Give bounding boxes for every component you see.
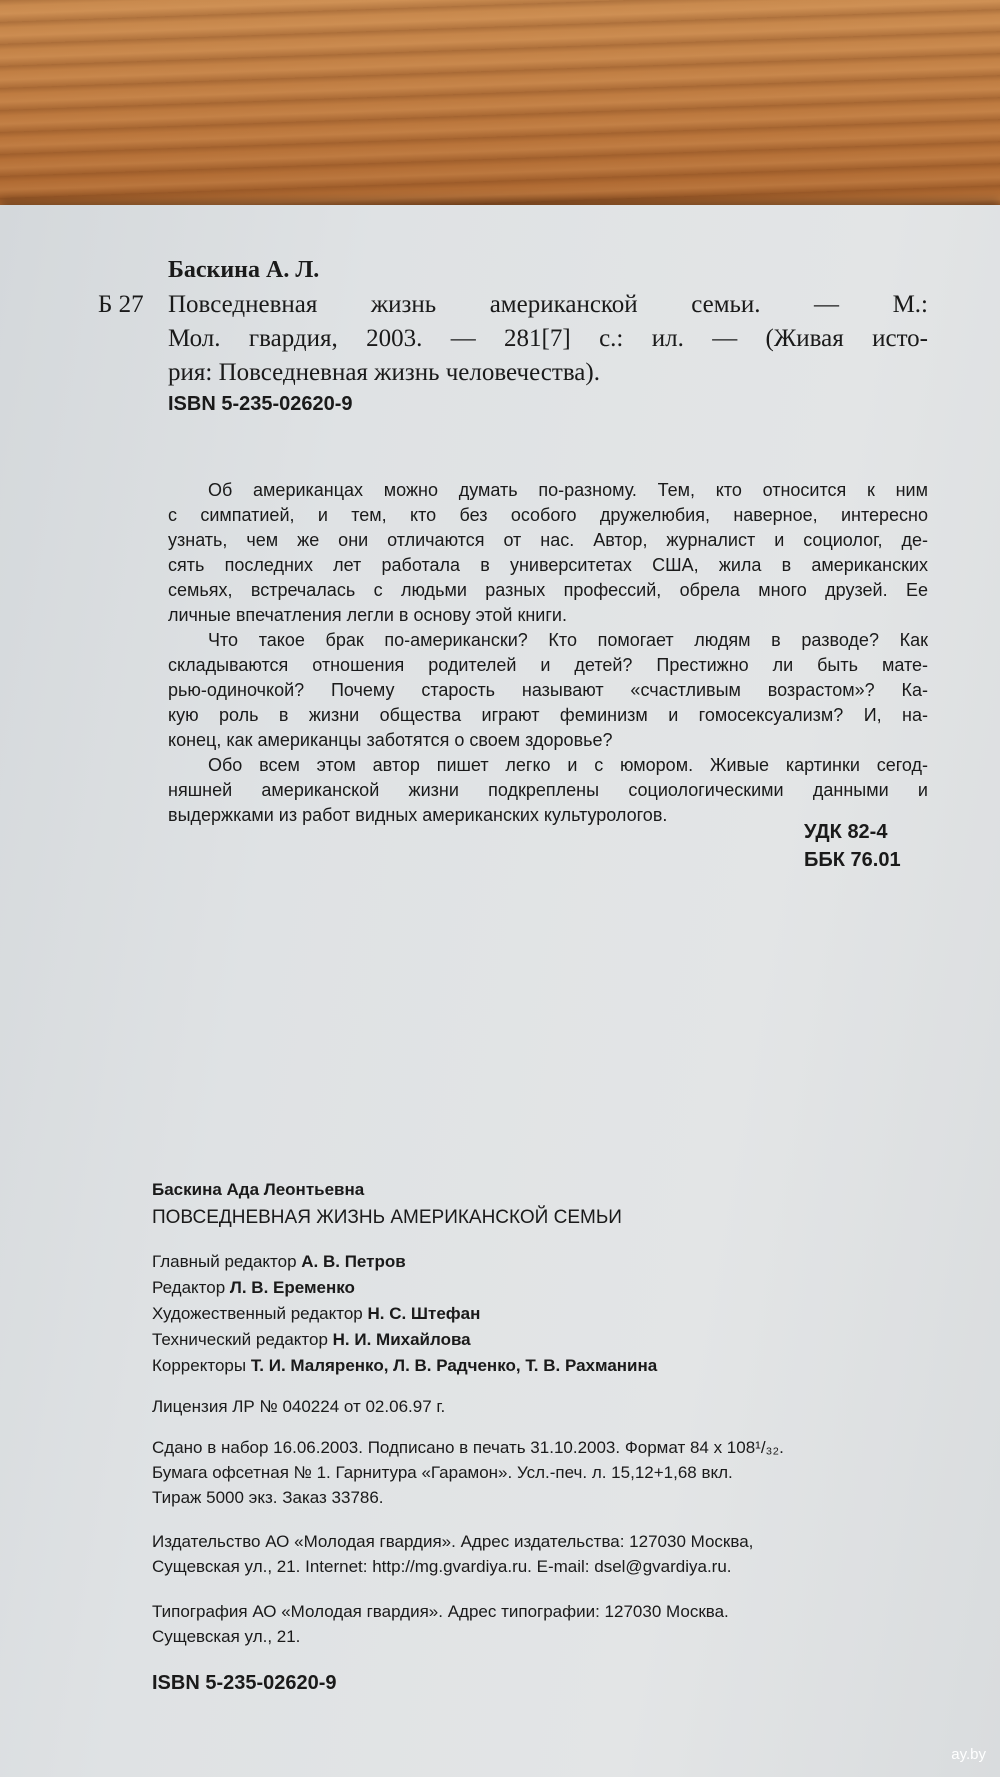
wooden-table-background <box>0 0 1000 230</box>
staff-line <box>152 1304 480 1324</box>
staff-name: Н. С. Штефан <box>367 1304 481 1323</box>
annotation-line: Об американцах можно думать по-разному. Тем, кто относится к ним <box>208 480 928 500</box>
staff-line <box>152 1356 657 1376</box>
print-info-line: Бумага офсетная № 1. Гарнитура «Гарамон». Усл.-печ. л. 15,12+1,68 вкл. <box>152 1463 733 1482</box>
annotation-line: с симпатией, и тем, кто без особого дружелюбия, наверное, интересно <box>168 505 928 525</box>
isbn-bottom: ISBN 5-235-02620-9 <box>152 1672 337 1694</box>
site-watermark: ay.by <box>951 1746 986 1763</box>
annotation-line: складываются отношения родителей и детей? Престижно ли быть мате- <box>168 655 928 675</box>
staff-line <box>152 1278 355 1298</box>
annotation-line: кую роль в жизни общества играют феминизм и гомосексуализм? И, на- <box>168 705 928 725</box>
title-line-2: Мол. гвардия, 2003. — 281[7] с.: ил. — (Живая исто- <box>168 325 928 352</box>
isbn-top: ISBN 5-235-02620-9 <box>168 393 353 415</box>
staff-line <box>152 1330 471 1350</box>
license-line: Лицензия ЛР № 040224 от 02.06.97 г. <box>152 1397 446 1416</box>
annotation-line: семьях, встречалась с людьми разных профессий, обрела много друзей. Ее <box>168 580 928 600</box>
bbk-code: ББК 76.01 <box>804 849 901 871</box>
annotation-line: конец, как американцы заботятся о своем здоровье? <box>168 730 613 750</box>
udk-code: УДК 82-4 <box>804 821 888 843</box>
annotation-line: няшней американской жизни подкреплены социологическими данными и <box>168 780 928 800</box>
staff-role: Редактор <box>152 1278 226 1297</box>
staff-role: Корректоры <box>152 1356 247 1375</box>
printer-line: Типография АО «Молодая гвардия». Адрес типографии: 127030 Москва. <box>152 1602 729 1621</box>
book-page <box>0 205 1000 1777</box>
shelf-code: Б 27 <box>98 291 144 318</box>
annotation-line: рью-одиночкой? Почему старость называют «счастливым возрастом»? Ка- <box>168 680 928 700</box>
author-full-name: Баскина Ада Леонтьевна <box>152 1180 365 1199</box>
title-line-1: Повседневная жизнь американской семьи. — М.: <box>168 291 928 318</box>
book-title-caps: ПОВСЕДНЕВНАЯ ЖИЗНЬ АМЕРИКАНСКОЙ СЕМЬИ <box>152 1207 622 1228</box>
publisher-line: Издательство АО «Молодая гвардия». Адрес издательства: 127030 Москва, <box>152 1532 754 1551</box>
annotation-line: узнать, чем же они отличаются от нас. Автор, журналист и социолог, де- <box>168 530 928 550</box>
annotation-line: Обо всем этом автор пишет легко и с юмором. Живые картинки сегод- <box>208 755 928 775</box>
printer-line: Сущевская ул., 21. <box>152 1627 301 1646</box>
staff-role: Художественный редактор <box>152 1304 363 1323</box>
annotation-line: личные впечатления легли в основу этой книги. <box>168 605 567 625</box>
annotation-line: выдержками из работ видных американских культурологов. <box>168 805 668 825</box>
print-info-line: Сдано в набор 16.06.2003. Подписано в печать 31.10.2003. Формат 84 х 108¹/₃₂. <box>152 1438 784 1457</box>
staff-name: Т. И. Маляренко, Л. В. Радченко, Т. В. Рахманина <box>250 1356 658 1375</box>
staff-role: Технический редактор <box>152 1330 328 1349</box>
staff-name: Н. И. Михайлова <box>332 1330 471 1349</box>
staff-name: А. В. Петров <box>301 1252 406 1271</box>
author-heading: Баскина А. Л. <box>168 257 320 283</box>
staff-name: Л. В. Еременко <box>229 1278 355 1297</box>
staff-role: Главный редактор <box>152 1252 297 1271</box>
annotation-line: сять последних лет работала в университетах США, жила в американских <box>168 555 928 575</box>
print-info-line: Тираж 5000 экз. Заказ 33786. <box>152 1488 384 1507</box>
publisher-line: Сущевская ул., 21. Internet: http://mg.gvardiya.ru. E-mail: dsel@gvardiya.ru. <box>152 1557 732 1576</box>
annotation-line: Что такое брак по-американски? Кто помогает людям в разводе? Как <box>208 630 928 650</box>
staff-line <box>152 1252 406 1272</box>
title-line-3: рия: Повседневная жизнь человечества). <box>168 359 600 386</box>
